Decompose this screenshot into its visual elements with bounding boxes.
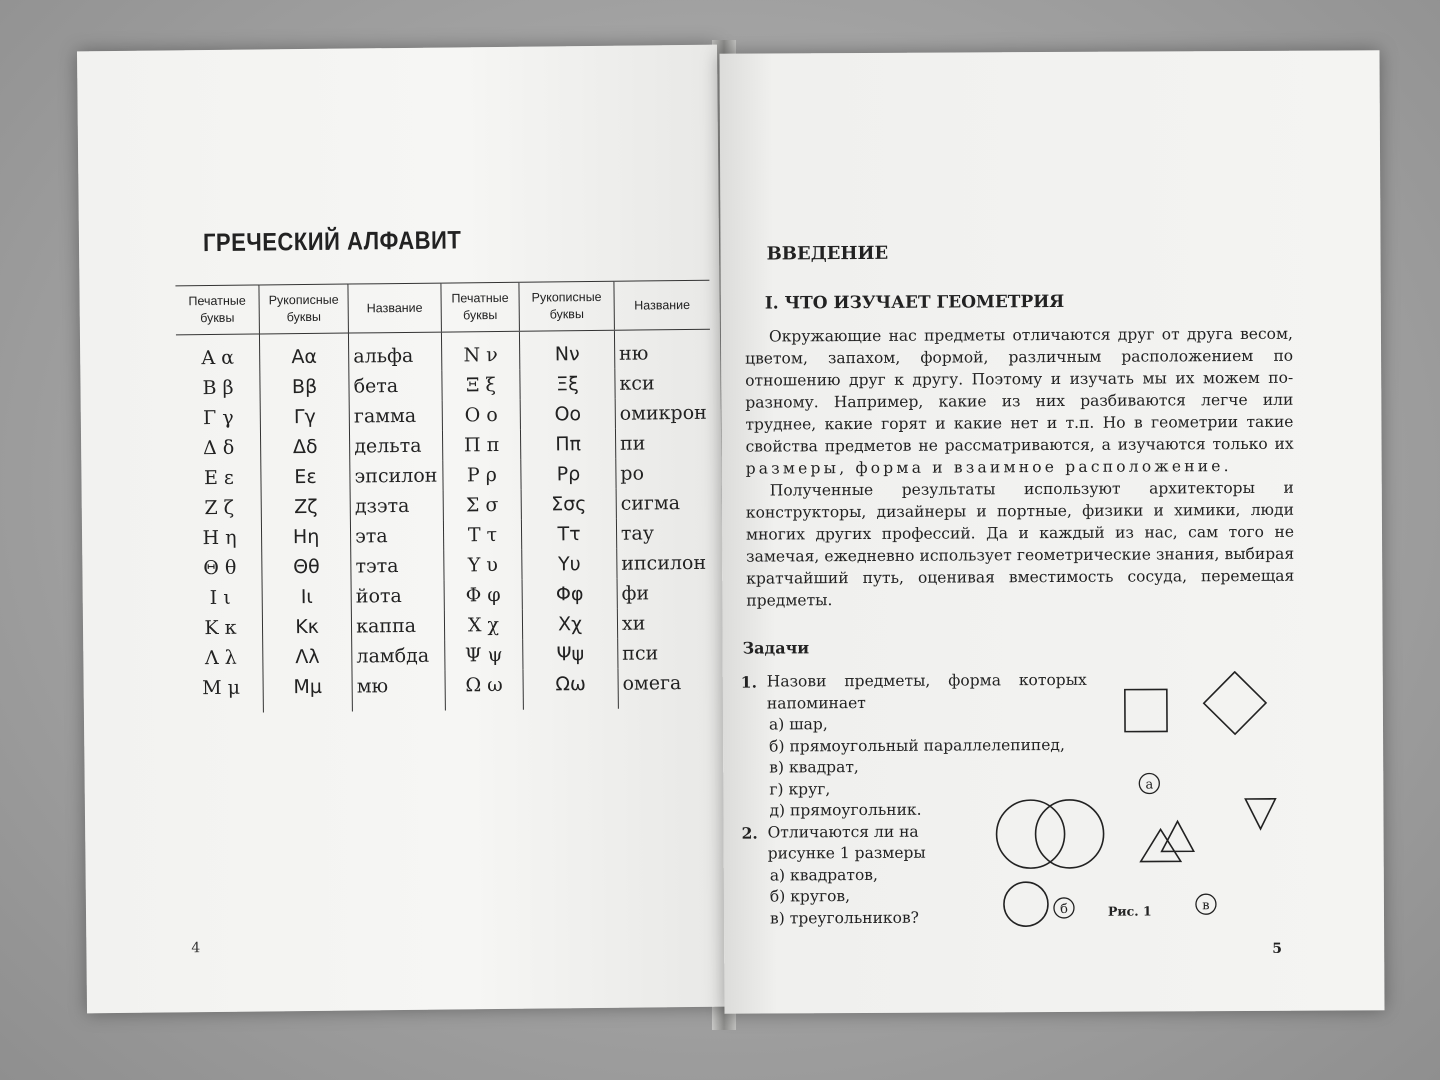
circle-left bbox=[996, 800, 1064, 868]
printed-letters: Τ τ bbox=[443, 520, 522, 551]
body-text bbox=[745, 323, 1294, 612]
triangle-inverted bbox=[1245, 799, 1275, 829]
task-1-number: 1. bbox=[740, 672, 758, 692]
letter-name: пи bbox=[615, 428, 711, 459]
letter-name: дельта bbox=[350, 431, 443, 462]
task-1-item: в) квадрат, bbox=[769, 758, 859, 777]
handwritten-letters: Ζζ bbox=[261, 492, 350, 523]
letter-name: мю bbox=[352, 671, 445, 712]
circle-right bbox=[1035, 800, 1103, 868]
task-2-number: 2. bbox=[741, 823, 758, 843]
task-2-item: б) кругов, bbox=[769, 887, 851, 906]
task-1-item: д) прямоугольник. bbox=[769, 800, 922, 820]
handwritten-letters: Ωω bbox=[523, 669, 618, 710]
left-page bbox=[77, 45, 727, 1014]
handwritten-letters: Δδ bbox=[260, 432, 349, 463]
letter-name: йота bbox=[351, 581, 444, 612]
handwritten-letters: Νν bbox=[520, 330, 615, 369]
task-1-item: г) круг, bbox=[769, 779, 831, 798]
printed-letters: Χ χ bbox=[444, 610, 523, 641]
printed-letters: Ε ε bbox=[203, 466, 234, 490]
letter-name: ню bbox=[614, 329, 710, 368]
printed-letters: Μ μ bbox=[202, 676, 241, 700]
printed-letters: Α α bbox=[201, 346, 235, 370]
letter-name: эпсилон bbox=[350, 461, 443, 492]
printed-letters: Υ υ bbox=[444, 550, 523, 581]
handwritten-letters: Γγ bbox=[260, 402, 349, 433]
intro-heading: ВВЕДЕНИЕ bbox=[766, 242, 889, 265]
handwritten-letters: Υυ bbox=[522, 549, 617, 580]
letter-name: ро bbox=[616, 458, 712, 489]
letter-name: дзэта bbox=[350, 491, 443, 522]
bleed-through bbox=[148, 111, 152, 126]
printed-letters: Σ σ bbox=[443, 490, 522, 521]
printed-letters: Ξ ξ bbox=[442, 370, 521, 401]
paragraph-1-text: Окружающие нас предметы отличаются друг от друга весом, цветом, запахом, формой, различным расположением по отношению друг к другу. Поэтому и изучать мы их можем по-разному. Например, какие из них разбиваются легче или труднее, какие горят и какие нет и т.п. Но в геометрии такие свойства предметов не рассматриваются, а изучаются только их bbox=[745, 324, 1294, 456]
label-b: б bbox=[1060, 901, 1068, 917]
printed-letters: Δ δ bbox=[202, 436, 235, 460]
letter-name: тау bbox=[616, 518, 712, 549]
greek-alphabet-title: ГРЕЧЕСКИЙ АЛФАВИТ bbox=[202, 225, 462, 257]
letter-name: каппа bbox=[352, 611, 445, 642]
letter-name: хи bbox=[617, 608, 713, 639]
figure-caption: Рис. 1 bbox=[1107, 903, 1152, 919]
printed-letters: Π π bbox=[442, 430, 521, 461]
right-page bbox=[719, 50, 1384, 1013]
header-printed-1: Печатные буквы bbox=[175, 285, 259, 335]
handwritten-letters: Κκ bbox=[262, 612, 351, 643]
handwritten-letters: Ηη bbox=[261, 522, 350, 553]
handwritten-letters: Ββ bbox=[260, 372, 349, 403]
task-1-item: б) прямоугольный параллелепипед, bbox=[769, 735, 1065, 755]
printed-letters: Ζ ζ bbox=[204, 496, 235, 520]
table-body bbox=[176, 329, 714, 713]
task-2-item: а) квадратов, bbox=[769, 865, 878, 884]
printed-letters: Ψ ψ bbox=[444, 640, 523, 671]
handwritten-letters: Ττ bbox=[522, 519, 617, 550]
printed-letters: Β β bbox=[202, 376, 234, 400]
handwritten-letters: Ρρ bbox=[521, 459, 616, 490]
task-2-text: Отличаются ли на рисунке 1 размеры bbox=[767, 822, 926, 863]
section-heading: I. ЧТО ИЗУЧАЕТ ГЕОМЕТРИЯ bbox=[764, 291, 1065, 314]
triangle-medium bbox=[1162, 821, 1194, 851]
triangle-small bbox=[1141, 829, 1181, 861]
handwritten-letters: Ψψ bbox=[523, 639, 618, 670]
printed-letters: Ω ω bbox=[445, 670, 524, 711]
handwritten-letters: Λλ bbox=[263, 642, 352, 673]
greek-alphabet-table bbox=[175, 280, 713, 714]
letter-name: тэта bbox=[351, 551, 444, 582]
letter-name: пси bbox=[618, 638, 714, 669]
task-1-item: а) шар, bbox=[768, 715, 828, 734]
small-circle bbox=[1004, 882, 1048, 926]
tasks-heading: Задачи bbox=[742, 638, 810, 658]
letter-name: эта bbox=[351, 521, 444, 552]
paragraph-1 bbox=[745, 323, 1294, 480]
printed-letters: Ν ν bbox=[441, 331, 520, 370]
printed-letters: Κ κ bbox=[204, 616, 237, 640]
handwritten-letters: Χχ bbox=[522, 609, 617, 640]
letter-name: сигма bbox=[616, 488, 712, 519]
task-1-text: Назови предметы, форма которых напоминает bbox=[766, 670, 1087, 712]
handwritten-letters: Οο bbox=[520, 399, 615, 430]
printed-letters: Η η bbox=[202, 526, 237, 550]
handwritten-letters: Θθ bbox=[262, 552, 351, 583]
label-c: в bbox=[1202, 898, 1210, 914]
task-2-item: в) треугольников? bbox=[769, 908, 920, 927]
header-name-1: Название bbox=[348, 283, 441, 333]
letter-name: гамма bbox=[349, 401, 442, 432]
header-printed-2: Печатные буквы bbox=[441, 282, 520, 332]
handwritten-letters: Αα bbox=[259, 333, 349, 372]
handwritten-letters: Ξξ bbox=[520, 369, 615, 400]
printed-letters: Ι ι bbox=[209, 586, 231, 610]
header-name-2: Название bbox=[614, 280, 710, 330]
paragraph-1-emphasis: размеры, форма и взаимное расположение. bbox=[745, 457, 1232, 478]
handwritten-letters: Φφ bbox=[522, 579, 617, 610]
page-number-left: 4 bbox=[191, 940, 201, 957]
printed-letters: Γ γ bbox=[202, 406, 234, 430]
table-row bbox=[179, 668, 713, 714]
letter-name: омикрон bbox=[615, 398, 711, 429]
handwritten-letters: Ππ bbox=[521, 429, 616, 460]
handwritten-letters: Ιι bbox=[262, 582, 351, 613]
printed-letters: Θ θ bbox=[203, 556, 237, 580]
letter-name: фи bbox=[617, 578, 713, 609]
letter-name: ипсилон bbox=[617, 548, 713, 579]
large-square-rotated bbox=[1204, 672, 1266, 734]
printed-letters: Ρ ρ bbox=[443, 460, 522, 491]
printed-letters: Λ λ bbox=[204, 646, 237, 670]
handwritten-letters: Μμ bbox=[263, 672, 353, 713]
figure-1 bbox=[985, 671, 1316, 935]
header-handwritten-1: Рукописные буквы bbox=[259, 284, 349, 334]
letter-name: ламбда bbox=[352, 641, 445, 672]
label-a: а bbox=[1145, 777, 1154, 793]
letter-name: кси bbox=[615, 368, 711, 399]
small-square bbox=[1125, 689, 1167, 731]
paragraph-2: Полученные результаты используют архитекторы и конструкторы, дизайнеры и портные, физики и химики, люди многих других профессий. Да и каждый из нас, сам того не замечая, ежедневно использует геометрические знания, выбирая кратчайший путь, оценивая вместимость сосуда, перемещая предметы. bbox=[745, 478, 1295, 610]
table-row bbox=[176, 329, 710, 373]
printed-letters: Φ φ bbox=[444, 580, 523, 611]
handwritten-letters: Εε bbox=[261, 462, 350, 493]
header-handwritten-2: Рукописные буквы bbox=[519, 281, 614, 331]
printed-letters: Ο ο bbox=[442, 400, 521, 431]
letter-name: омега bbox=[618, 668, 714, 709]
table-header-row bbox=[175, 280, 709, 335]
letter-name: альфа bbox=[349, 332, 442, 371]
page-number-right: 5 bbox=[1272, 940, 1282, 957]
letter-name: бета bbox=[349, 371, 442, 402]
handwritten-letters: Σσς bbox=[521, 489, 616, 520]
